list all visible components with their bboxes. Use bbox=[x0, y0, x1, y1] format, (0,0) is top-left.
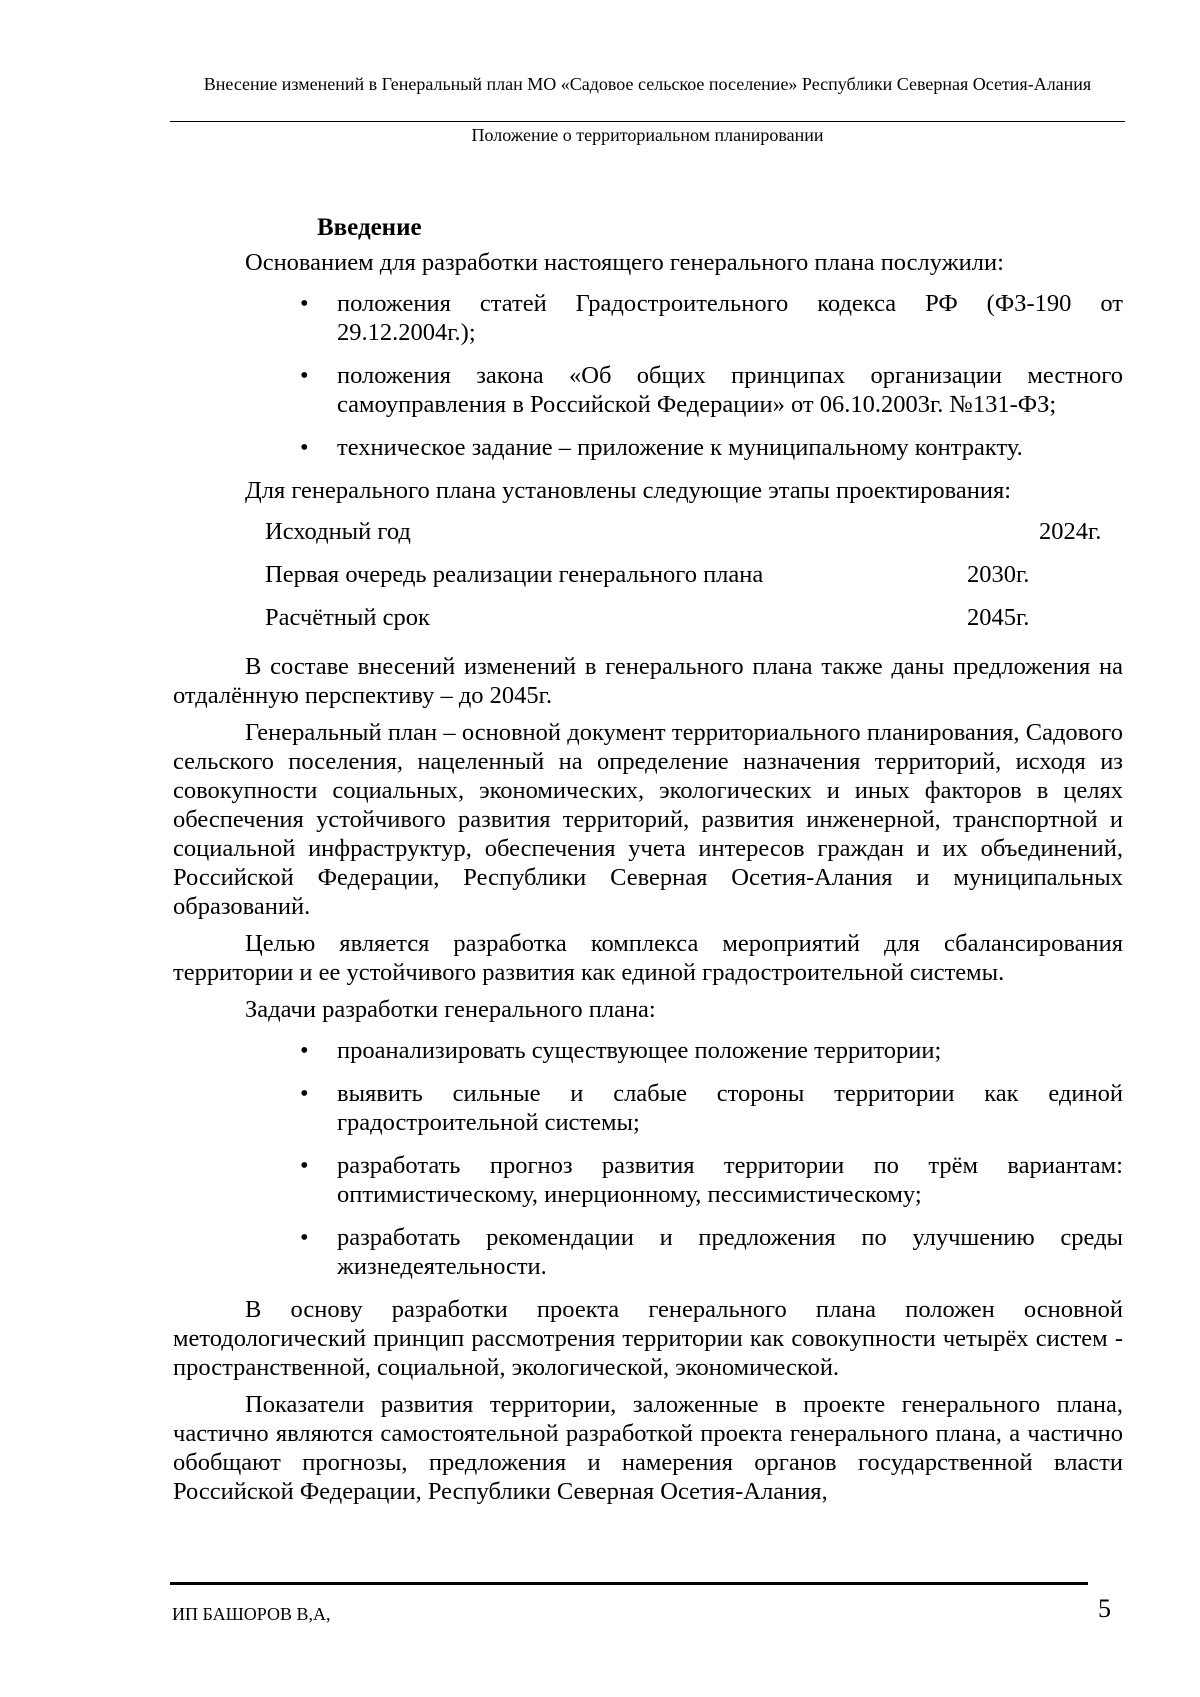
basis-list bbox=[173, 289, 1123, 462]
stage-year: 2024г. bbox=[1039, 518, 1102, 545]
intro-line: Основанием для разработки настоящего генерального плана послужили: bbox=[245, 249, 1004, 276]
header-divider bbox=[170, 121, 1125, 122]
stage-year: 2045г. bbox=[967, 604, 1030, 631]
bullet-icon: • bbox=[300, 362, 309, 389]
page-number: 5 bbox=[1098, 1594, 1111, 1623]
running-header-title: Внесение изменений в Генеральный план МО «Садовое сельское поселение» Республики Северная Осетия-Алания bbox=[203, 74, 1092, 94]
stage-row bbox=[173, 603, 1123, 646]
stages-list bbox=[173, 517, 1123, 646]
page-content bbox=[173, 212, 1123, 1514]
paragraph-tasks-intro: Задачи разработки генерального плана: bbox=[245, 996, 656, 1023]
list-item: • проанализировать существующее положение территории; bbox=[300, 1037, 942, 1064]
list-item: • разработать прогноз развития территории по трём вариантам: оптимистическому, инерционному, пессимистическому; bbox=[300, 1152, 1123, 1208]
stage-label: Первая очередь реализации генерального плана bbox=[265, 561, 764, 588]
stages-intro: Для генерального плана установлены следующие этапы проектирования: bbox=[245, 477, 1012, 504]
paragraph-goal: Целью является разработка комплекса мероприятий для сбалансирования территории и ее устойчивого развития как единой градостроительной системы. bbox=[173, 930, 1123, 986]
list-item: • техническое задание – приложение к муниципальному контракту. bbox=[300, 434, 1023, 461]
tasks-list bbox=[173, 1036, 1123, 1281]
stage-label: Расчётный срок bbox=[265, 604, 430, 631]
bullet-icon: • bbox=[300, 1224, 309, 1251]
bullet-icon: • bbox=[300, 1152, 309, 1179]
bullet-icon: • bbox=[300, 1080, 309, 1107]
footer-author: ИП БАШОРОВ В,А, bbox=[172, 1604, 331, 1624]
paragraph-perspective: В составе внесений изменений в генерального плана также даны предложения на отдалённую перспективу – до 2045г. bbox=[173, 653, 1123, 709]
list-item: • положения статей Градостроительного кодекса РФ (ФЗ-190 от 29.12.2004г.); bbox=[300, 290, 1123, 346]
paragraph-general-plan: Генеральный план – основной документ территориального планирования, Садового сельского поселения, нацеленный на определение назначения территорий, исходя из совокупности социальных, экономических, экологических и иных факторов в целях обеспечения устойчивого развития территорий, развития инженерной, транспортной и социальной инфраструктур, обеспечения учета интересов граждан и их объединений, Российской Федерации, Республики Северная Осетия-Алания и муниципальных образований. bbox=[173, 719, 1123, 920]
stage-year: 2030г. bbox=[967, 561, 1030, 588]
paragraph-indicators: Показатели развития территории, заложенные в проекте генерального плана, частично являются самостоятельной разработкой проекта генерального плана, а частично обобщают прогнозы, предложения и намерения органов государственной власти Российской Федерации, Республики Северная Осетия-Алания, bbox=[173, 1391, 1123, 1505]
stage-row bbox=[173, 517, 1123, 560]
bullet-icon: • bbox=[300, 1037, 309, 1064]
stage-label: Исходный год bbox=[265, 518, 411, 545]
stage-row bbox=[173, 560, 1123, 603]
list-item: • выявить сильные и слабые стороны территории как единой градостроительной системы; bbox=[300, 1080, 1123, 1136]
bullet-icon: • bbox=[300, 434, 309, 461]
bullet-icon: • bbox=[300, 290, 309, 317]
paragraph-methodology: В основу разработки проекта генерального плана положен основной методологический принцип рассмотрения территории как совокупности четырёх систем - пространственной, социальной, экологической, экономической. bbox=[173, 1296, 1123, 1381]
list-item: • разработать рекомендации и предложения по улучшению среды жизнедеятельности. bbox=[300, 1224, 1123, 1280]
section-title: Введение bbox=[317, 214, 422, 241]
list-item: • положения закона «Об общих принципах организации местного самоуправления в Российской Федерации» от 06.10.2003г. №131-ФЗ; bbox=[300, 362, 1123, 418]
running-header-subtitle: Положение о территориальном планировании bbox=[471, 125, 824, 145]
footer-divider bbox=[170, 1582, 1088, 1585]
